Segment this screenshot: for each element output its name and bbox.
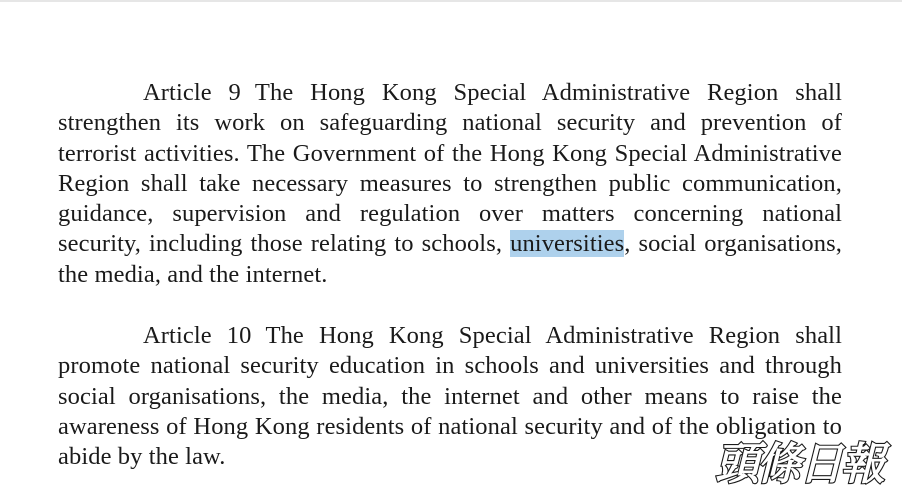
headline-daily-watermark-logo — [706, 435, 892, 489]
selected-text-highlight[interactable]: universities — [510, 230, 625, 258]
article-9-number: Article 9 — [143, 79, 241, 106]
page-top-edge — [0, 0, 902, 2]
article-9-paragraph — [58, 78, 842, 290]
article-10-number: Article 10 — [143, 322, 252, 350]
watermark-logo-text: 頭條日報 — [715, 439, 883, 489]
article-10-text: The Hong Kong Special Administrative Region shall promote national security education in schools and universities and through social organisations, the media, the internet and other means to raise the awareness of Hong Kong residents of national security and of the obligation to abide by the law. — [58, 322, 842, 471]
document-page — [58, 78, 842, 473]
article-9-text-before: The Hong Kong Special Administrative Region shall strengthen its work on safeguarding national security and prevention of terrorist activities. The Government of the Hong Kong Special Administrative Region shall take necessary measures to strengthen public communication, guidance, supervision and regulation over matters concerning national security, including those relating to schools, — [58, 79, 842, 258]
watermark-logo-graphic — [706, 435, 892, 489]
article-9-text-after: , social organisations, the media, and the internet. — [58, 230, 842, 288]
